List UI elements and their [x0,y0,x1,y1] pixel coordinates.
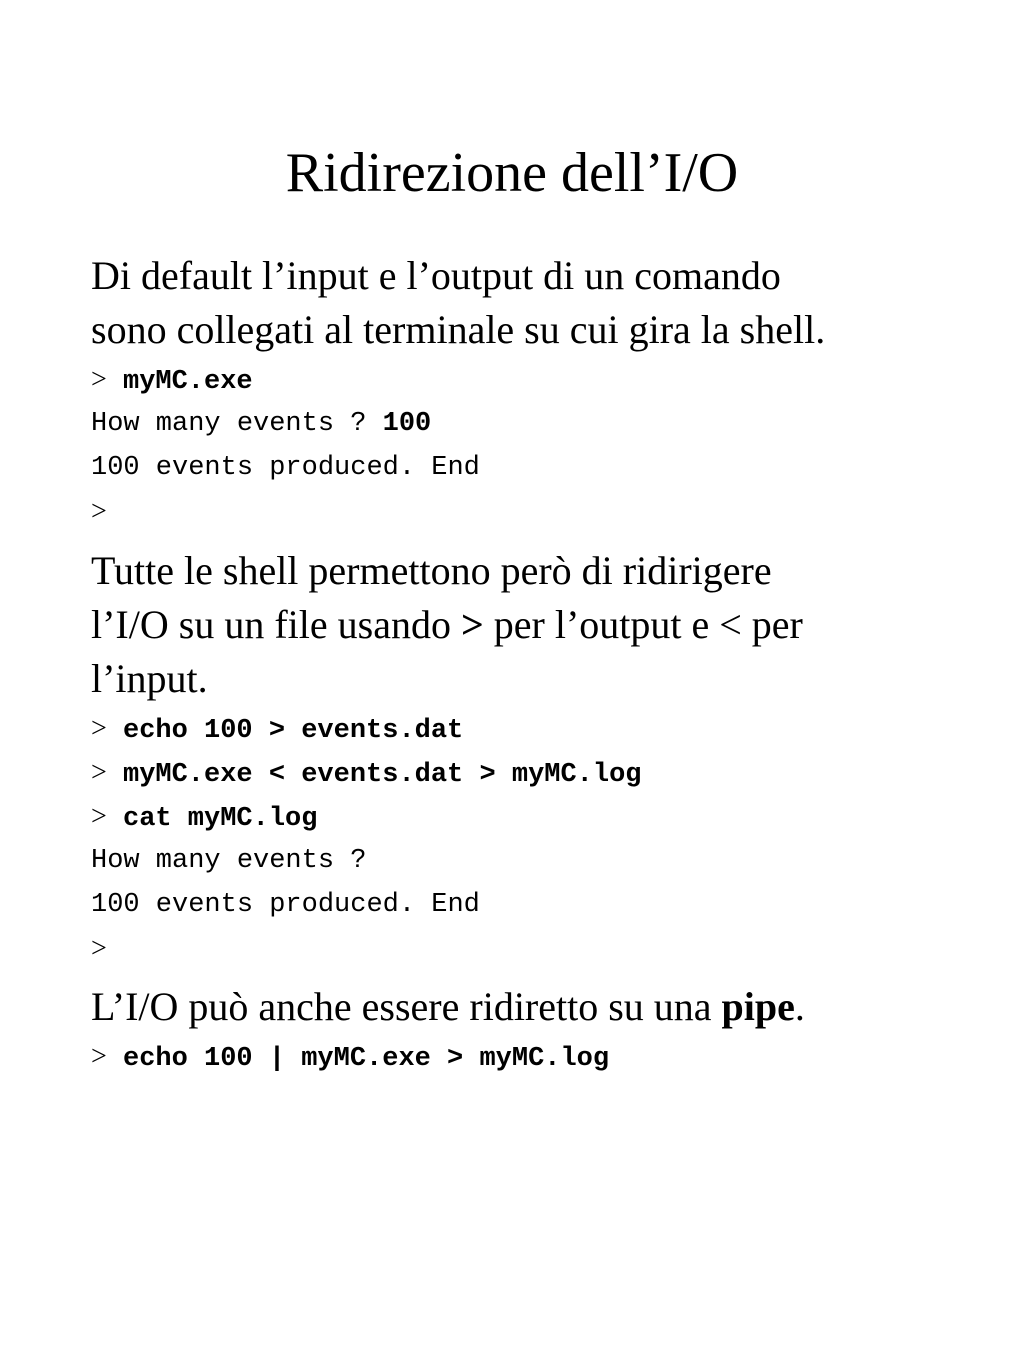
intro-line-1: Di default l’input e l’output di un comando [91,253,781,298]
pipe-line [91,980,805,1034]
example2-output2: 100 events produced. End [91,890,480,920]
example2-output1: How many events ? [91,846,367,876]
example2-cmd2: myMC.exe < events.dat > myMC.log [123,760,642,790]
example3-command-line [91,1041,609,1075]
prompt-symbol: > [91,364,107,395]
redirect-line-2 [91,598,803,652]
slide-title: Ridirezione dell’I/O [285,142,739,204]
redirect-operator: > [460,602,484,647]
pipe-text-a: L’I/O può anche essere ridiretto su una [91,984,722,1029]
example2-cmd3-line [91,801,317,835]
prompt-symbol: > [91,757,107,788]
example2-cmd3: cat myMC.log [123,804,318,834]
example1-answer: 100 [382,409,432,439]
redirect-line-2-c: per l’output e < per [483,602,803,647]
example2-cmd2-line [91,757,641,791]
example2-final-prompt [91,933,107,967]
prompt-symbol: > [91,1041,107,1072]
example1-question: How many events ? [91,409,383,439]
example3-command: echo 100 | myMC.exe > myMC.log [123,1044,610,1074]
redirect-paragraph [91,544,803,706]
example2-cmd1-line [91,713,463,747]
example2-cmd1: echo 100 > events.dat [123,716,464,746]
redirect-line-1: Tutte le shell permettono però di ridirigere [91,548,772,593]
prompt-symbol: > [91,496,107,527]
redirect-line-2-a: l’I/O su un file usando [91,602,461,647]
example1-final-prompt [91,496,107,530]
intro-line-2: sono collegati al terminale su cui gira la shell. [91,307,826,352]
example1-result-line: 100 events produced. End [91,453,480,483]
prompt-symbol: > [91,933,107,964]
intro-paragraph [91,249,825,357]
pipe-keyword: pipe [721,984,795,1029]
redirect-line-3: l’input. [91,656,208,701]
pipe-text-c: . [794,984,805,1029]
prompt-symbol: > [91,801,107,832]
example1-question-line [91,408,431,440]
example1-command: myMC.exe [123,367,253,397]
prompt-symbol: > [91,713,107,744]
pipe-paragraph [91,980,805,1034]
example1-command-line [91,364,253,398]
